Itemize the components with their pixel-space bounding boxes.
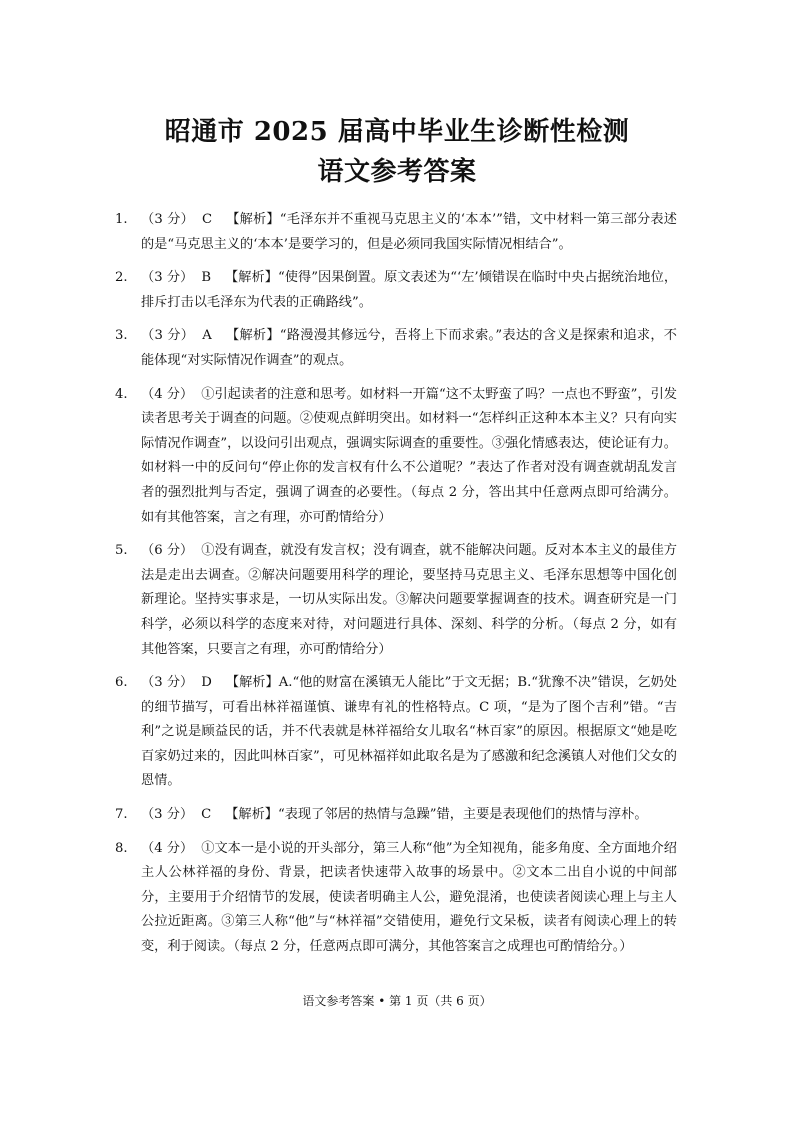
item-score: （4 分） [141,840,194,856]
item-score: （4 分） [141,386,194,402]
title-block [0,112,794,192]
item-score: （3 分） [141,328,195,344]
item-text: 【解析】A.“他的财富在溪镇无人能比”于文无据；B.“犹豫不决”错误，乞奶处的细节描写，可看出林祥福谨慎、谦卑有礼的性格特点。C 项，“是为了图个吉利”错。“吉利”之说是顾益民的话，并不代表就是林祥福给女儿取名“林百家”的原因。根据原文“她是吃百家奶过来的，因此叫林百家”，可见林福祥如此取名是为了感激和纪念溪镇人对他们父女的恩情。 [141,675,677,789]
document-subtitle: 语文参考答案 [317,157,477,187]
answer-item-4 [115,383,677,531]
item-score: （3 分） [141,807,194,823]
item-text: 【解析】“路漫漫其修远兮，吾将上下而求索。”表达的含义是探索和追求，不能体现“对实际情况作调查”的观点。 [141,328,677,368]
item-number: 1. [115,212,128,227]
item-number: 6. [115,675,128,691]
page-footer: 语文参考答案 • 第 1 页（共 6 页） [302,994,492,1008]
answer-item-6 [115,671,677,794]
answer-item-5 [115,539,677,662]
item-number: 5. [115,543,128,559]
item-number: 7. [115,807,128,823]
answer-item-3 [115,324,677,373]
answer-item-1 [115,208,677,257]
item-score: （6 分） [141,543,194,559]
answer-list [115,208,677,969]
item-number: 8. [115,840,128,856]
exam-title: 昭通市 2025 届高中毕业生诊断性检测 [164,117,630,147]
answer-item-8 [115,837,677,960]
item-number: 3. [115,328,128,344]
item-score: （3 分） [141,212,194,227]
answer-item-2 [115,266,677,315]
item-choice: B [201,270,212,286]
item-score: （3 分） [141,270,194,286]
item-number: 2. [115,270,128,286]
item-number: 4. [115,386,128,402]
item-text: ①引起读者的注意和思考。如材料一开篇“这不太野蛮了吗？一点也不野蛮”，引发读者思考关于调查的问题。②使观点鲜明突出。如材料一“怎样纠正这种本本主义？只有向实际情况作调查”，以设问引出观点，强调实际调查的重要性。③强化情感表达，使论证有力。如材料一中的反问句“停止你的发言权有什么不公道呢？”表达了作者对没有调查就胡乱发言者的强烈批判与否定，强调了调查的必要性。（每点 2 分，答出其中任意两点即可给满分。如有其他答案，言之有理，亦可酌情给分） [141,386,677,525]
item-choice: C [201,807,212,823]
answer-item-7 [115,803,677,828]
item-choice: C [201,212,213,227]
item-text: 【解析】“毛泽东并不重视马克思主义的‘本本’”错，文中材料一第三部分表述的是“马克思主义的‘本本’是要学习的，但是必须同我国实际情况相结合”。 [141,212,677,252]
item-choice: A [202,328,212,344]
item-score: （3 分） [141,675,194,691]
item-choice: D [201,675,212,691]
item-text: 【解析】“表现了邻居的热情与急躁”错，主要是表现他们的热情与淳朴。 [225,807,648,823]
item-text: ①没有调查，就没有发言权；没有调查，就不能解决问题。反对本本主义的最佳方法是走出去调查。②解决问题要用科学的理论，要坚持马克思主义、毛泽东思想等中国化创新理论。坚持实事求是，一切从实际出发。③解决问题要掌握调查的技术。调查研究是一门科学，必须以科学的态度来对待，对问题进行具体、深刻、科学的分析。（每点 2 分，如有其他答案，只要言之有理，亦可酌情给分） [141,543,677,657]
item-text: 【解析】“使得”因果倒置。原文表述为“‘左’倾错误在临时中央占据统治地位，排斥打击以毛泽东为代表的正确路线”。 [141,270,678,310]
item-text: ①文本一是小说的开头部分，第三人称“他”为全知视角，能多角度、全方面地介绍主人公林祥福的身份、背景，把读者快速带入故事的场景中。②文本二出自小说的中间部分，主要用于介绍情节的发展，使读者明确主人公，避免混淆，也使读者阅读心理上与主人公拉近距离。③第三人称“他”与“林祥福”交错使用，避免行文呆板，读者有阅读心理上的转变，利于阅读。（每点 2 分，任意两点即可满分，其他答案言之成理也可酌情给分。） [141,840,677,955]
